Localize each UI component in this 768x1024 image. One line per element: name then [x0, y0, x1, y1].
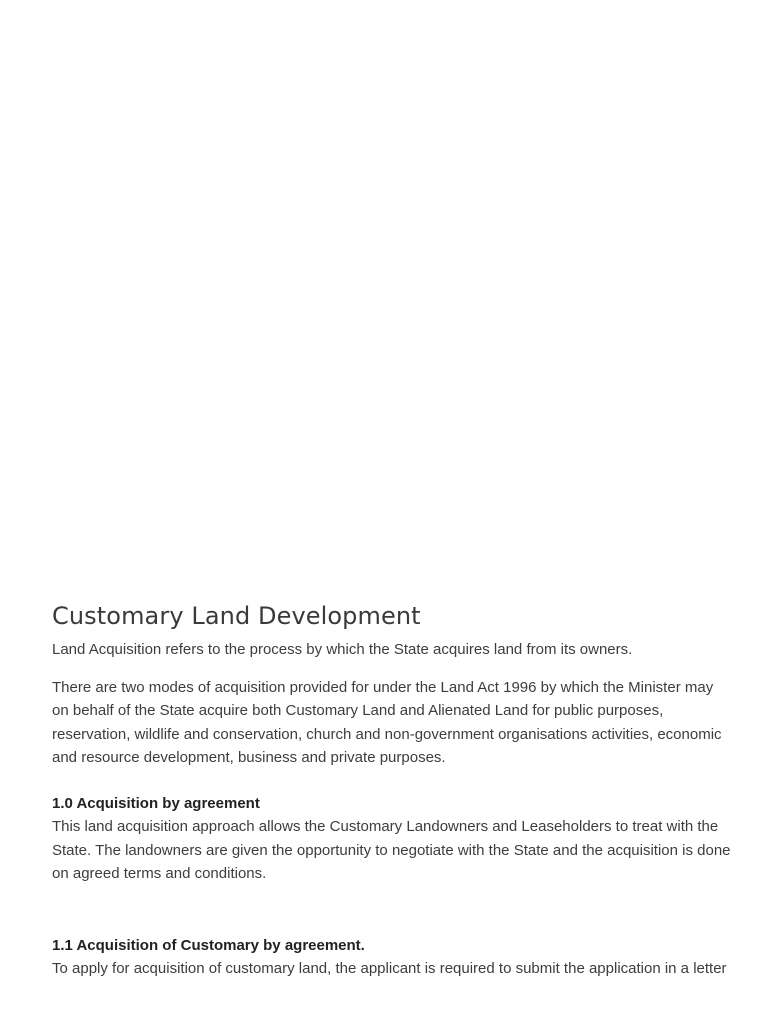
section-heading-acquisition-by-agreement: 1.0 Acquisition by agreement	[52, 794, 260, 812]
section-heading-acquisition-of-customary: 1.1 Acquisition of Customary by agreement.	[52, 936, 365, 954]
section-body-acquisition-by-agreement: This land acquisition approach allows the Customary Landowners and Leaseholders to treat with the State. The landowners are given the opportunity to negotiate with the State and the acquisition is done on agreed terms and conditions.	[52, 818, 731, 882]
modes-paragraph: There are two modes of acquisition provided for under the Land Act 1996 by which the Minister may on behalf of the State acquire both Customary Land and Alienated Land for public purposes, reservation, wildlife and conservation, church and non-government organisations activities, economic and resource development, business and private purposes.	[52, 678, 722, 766]
article-content	[52, 600, 732, 976]
spacer	[52, 784, 732, 792]
intro-paragraph: Land Acquisition refers to the process by which the State acquires land from its owners.	[52, 641, 633, 658]
section-body-acquisition-of-customary: To apply for acquisition of customary land, the applicant is required to submit the application in a letter	[52, 960, 727, 976]
page-title: Customary Land Development	[52, 602, 421, 630]
spacer	[52, 886, 732, 934]
